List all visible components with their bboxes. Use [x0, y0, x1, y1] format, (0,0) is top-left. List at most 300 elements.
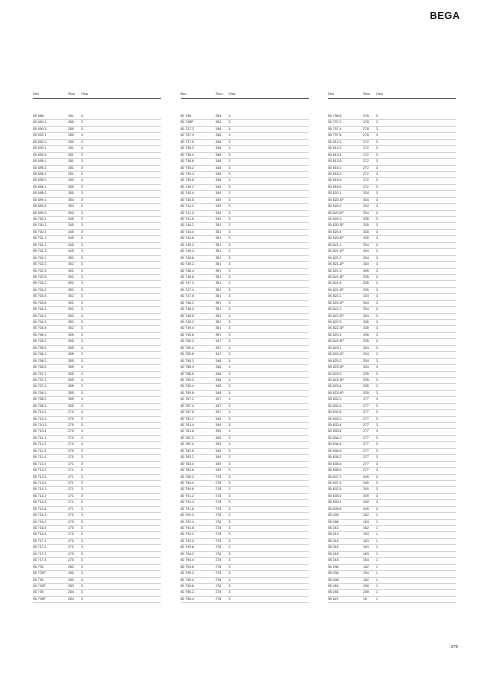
product-number: 50 821.4P: [328, 287, 344, 292]
page-ref: 163: [363, 538, 369, 543]
page-ref: 351: [215, 281, 222, 286]
page-ref: 351: [215, 268, 222, 273]
product-number: 50 767.6: [180, 410, 194, 415]
page-ref: 277: [363, 423, 369, 427]
product-number: 50 739.2: [180, 165, 194, 170]
section: 3: [81, 590, 83, 595]
section: 3: [81, 345, 83, 350]
product-number: 50 737.4: [180, 133, 194, 138]
section: 3: [228, 397, 231, 402]
product-number: 50 700.2: [33, 223, 47, 228]
product-number: 50 822.3P: [328, 326, 344, 331]
section: 3: [228, 262, 231, 267]
page-ref: 349: [363, 506, 369, 511]
product-number: 50 744.2: [180, 223, 194, 228]
page-ref: 355: [68, 384, 74, 389]
section: 3: [376, 171, 378, 176]
product-number: 50 823.1P: [328, 352, 344, 357]
product-number: 50 708.1: [33, 390, 47, 395]
section: 3: [228, 493, 231, 498]
section: 3: [228, 538, 231, 543]
page-ref: 349: [363, 480, 369, 485]
product-number: 50 741.4: [180, 210, 194, 215]
page-ref: 349: [215, 468, 222, 473]
section: 3: [81, 146, 83, 151]
product-number: 50 713.3: [33, 474, 47, 479]
page-ref: 277: [363, 397, 369, 402]
page-ref: 162: [363, 577, 369, 582]
page-ref: 351: [215, 223, 222, 228]
page-ref: 278: [363, 133, 369, 138]
product-number: 50 716.3: [33, 526, 47, 530]
product-number: 50 822.2P: [328, 313, 344, 318]
page-ref: 334: [363, 249, 369, 254]
product-number: 50 698.2: [33, 191, 47, 196]
section: 3: [376, 249, 378, 254]
section: 3: [376, 500, 378, 505]
section: 3: [228, 532, 231, 537]
section: 3: [376, 468, 378, 473]
product-number: 50 823.2: [328, 358, 342, 363]
page-ref: 348: [215, 139, 222, 144]
section: 3: [228, 152, 231, 157]
product-number: 50 782.2: [180, 435, 194, 440]
product-number: 50 791.4: [180, 500, 194, 505]
product-number: 50 707.2: [33, 377, 47, 382]
page-ref: 355: [68, 332, 74, 337]
section: 3: [81, 320, 83, 324]
product-number: 50 710.2: [33, 416, 47, 421]
section: 3: [228, 223, 231, 228]
page-ref: 351: [215, 320, 222, 324]
section: 1: [376, 577, 378, 582]
page-ref: 270: [68, 519, 74, 524]
product-number: 50 695.1: [33, 159, 47, 164]
section: 3: [228, 159, 231, 164]
section: 3: [81, 500, 83, 505]
product-number: 50 700.3: [33, 229, 47, 234]
page-ref: 351: [215, 313, 222, 318]
page-ref: 278: [215, 500, 222, 505]
product-number: 50 792.2: [180, 513, 194, 518]
product-number: 50 745.2: [180, 242, 194, 247]
section: 3: [81, 423, 83, 427]
section: 3: [376, 461, 378, 466]
product-number: 55 016: [328, 551, 339, 556]
page-ref: 348: [215, 152, 222, 157]
section: 3: [228, 571, 231, 576]
section: 3: [228, 114, 231, 118]
column-header: [181, 92, 309, 99]
section: 3: [81, 480, 83, 485]
section: 3: [228, 326, 231, 331]
page-ref: 280: [68, 120, 74, 125]
page-ref: 349: [215, 204, 222, 209]
page-ref: 352: [68, 326, 74, 331]
page-ref: 349: [215, 423, 222, 427]
product-number: 50 794.4: [180, 558, 194, 563]
section: 3: [228, 371, 231, 376]
index-column: [181, 92, 309, 603]
section: 3: [81, 217, 83, 221]
product-number: 50 700.1: [33, 217, 47, 221]
section: 3: [376, 146, 378, 151]
product-number: 50 708.2: [33, 397, 47, 402]
page-ref: 163: [363, 551, 369, 556]
page-ref: 355: [68, 358, 74, 363]
page-ref: 354: [68, 204, 74, 209]
product-number: 50 748.6: [180, 313, 194, 318]
section: 3: [376, 229, 378, 234]
page-ref: 335: [363, 223, 369, 228]
section: 3: [228, 268, 231, 273]
section: 3: [376, 397, 378, 402]
page-ref: 334: [363, 242, 369, 247]
page-ref: 278: [215, 506, 222, 511]
section: 1: [376, 519, 378, 524]
section: 3: [81, 365, 83, 370]
section: 3: [81, 210, 83, 215]
product-number: 50 746.6: [180, 274, 194, 279]
product-number: 50 820.3: [328, 217, 342, 221]
page-ref: 348: [215, 126, 222, 131]
section: 3: [228, 564, 231, 569]
product-number: 50 745.4: [180, 249, 194, 254]
product-number: 50 701.3: [33, 249, 47, 254]
column-header: [33, 92, 161, 99]
page-ref: 352: [68, 300, 74, 305]
page-ref: 272: [363, 171, 369, 176]
section: 3: [228, 352, 231, 357]
page-ref: 349: [215, 191, 222, 196]
section: 3: [376, 210, 378, 215]
section: 3: [228, 455, 231, 460]
product-number: 50 835.4: [328, 461, 342, 466]
section: 3: [81, 403, 83, 408]
product-number: 50 716.2: [33, 519, 47, 524]
product-number: 50 701.1: [33, 236, 47, 241]
header-osa: Osa: [81, 92, 88, 96]
product-number: 50 711.2: [33, 442, 47, 447]
section: 3: [81, 474, 83, 479]
page-ref: 278: [215, 487, 222, 492]
page-ref: 352: [68, 320, 74, 324]
product-number: 50 717.2: [33, 545, 47, 550]
section: 3: [376, 126, 378, 131]
section: 3: [81, 551, 83, 556]
section: 3: [376, 423, 378, 427]
section: 3: [376, 352, 378, 357]
page-ref: 278: [215, 583, 222, 588]
product-number: 50 821.4: [328, 281, 342, 286]
product-number: 50 699.2: [33, 204, 47, 209]
section: 3: [81, 281, 83, 286]
product-number: 55 046: [328, 577, 339, 582]
section: 3: [228, 403, 231, 408]
product-number: 50 823.3P: [328, 377, 344, 382]
section: 3: [81, 461, 83, 466]
page-ref: 281: [68, 159, 74, 164]
section: 3: [376, 197, 378, 202]
section: 3: [376, 410, 378, 415]
product-number: 50 839.2: [328, 493, 342, 498]
product-number: 50 833.2: [328, 416, 342, 421]
product-number: 50 747.2: [180, 281, 194, 286]
page-ref: 355: [68, 397, 74, 402]
product-number: 50 797.2: [328, 120, 342, 125]
section: 3: [376, 403, 378, 408]
section: 3: [228, 217, 231, 221]
section: 3: [228, 307, 231, 312]
product-number: 50 832.2: [328, 397, 342, 402]
section: 3: [228, 358, 231, 363]
section: 3: [81, 191, 83, 196]
product-number: 50 790.4: [180, 480, 194, 485]
page-ref: 352: [68, 281, 74, 286]
page-ref: 355: [68, 345, 74, 350]
product-number: 50 834.4: [328, 442, 342, 447]
section: 3: [81, 268, 83, 273]
page-ref: 270: [68, 423, 74, 427]
product-number: 55 010: [328, 526, 339, 530]
section: 3: [376, 307, 378, 312]
page-ref: 349: [68, 236, 74, 241]
page-ref: 277: [363, 468, 369, 473]
product-number: 50 714.2: [33, 493, 47, 498]
section: 3: [376, 262, 378, 267]
section: 3: [81, 410, 83, 415]
page-ref: 334: [363, 210, 369, 215]
page-ref: 277: [363, 448, 369, 453]
page-ref: 280: [68, 126, 74, 131]
page-ref: 345: [68, 217, 74, 221]
page-ref: 349: [215, 455, 222, 460]
page-number: 379: [450, 644, 458, 649]
product-number: 50 837.4: [328, 480, 342, 485]
product-number: 50 744.6: [180, 236, 194, 241]
page-ref: 283: [68, 583, 74, 588]
section: 3: [228, 596, 231, 601]
section: 3: [376, 223, 378, 228]
section: 3: [228, 165, 231, 170]
section: 3: [81, 262, 83, 267]
section: 3: [81, 236, 83, 241]
section: 3: [81, 126, 83, 131]
page-ref: 278: [215, 545, 222, 550]
page-ref: 280: [68, 184, 74, 189]
page-ref: 278: [215, 564, 222, 569]
page-ref: 272: [363, 165, 369, 170]
section: 3: [376, 152, 378, 157]
page-ref: 334: [363, 352, 369, 357]
page-ref: 348: [215, 178, 222, 183]
section: 3: [81, 184, 83, 189]
product-number: 50 820.1P: [328, 197, 344, 202]
product-number: 50 736: [180, 114, 192, 118]
product-number: 50 733P: [33, 571, 46, 576]
product-number: 55 821: [328, 596, 339, 601]
product-number: 50 822.3: [328, 320, 342, 324]
section: 3: [81, 564, 83, 569]
page-ref: 334: [363, 294, 369, 299]
product-number: 50 710.4: [33, 429, 47, 434]
section: 3: [81, 114, 83, 118]
page-ref: 283: [68, 571, 74, 576]
page-ref: 355: [68, 403, 74, 408]
page-ref: 270: [68, 538, 74, 543]
header-osa: Osa: [376, 92, 383, 96]
section: 1: [376, 596, 378, 601]
section: 3: [228, 468, 231, 473]
page-ref: 154: [363, 558, 369, 563]
product-number: 50 813.6: [328, 159, 342, 164]
section: 1: [376, 538, 378, 543]
page-ref: 349: [215, 416, 222, 421]
page-ref: 278: [215, 493, 222, 498]
section: 1: [376, 551, 378, 556]
page-ref: 278: [215, 532, 222, 537]
product-number: 50 834.2: [328, 435, 342, 440]
product-number: 50 717.4: [33, 558, 47, 563]
product-number: 50 714.3: [33, 500, 47, 505]
product-number: 50 714.4: [33, 506, 47, 511]
product-number: 50 781.2: [180, 416, 194, 421]
section: 3: [228, 332, 231, 337]
product-number: 50 758.4: [180, 365, 194, 370]
page-ref: 280: [68, 139, 74, 144]
page-ref: 347: [215, 410, 222, 415]
page-ref: 278: [215, 571, 222, 576]
page-ref: 348: [215, 390, 222, 395]
product-number: 50 793.2: [180, 532, 194, 537]
section: 3: [228, 229, 231, 234]
section: 1: [376, 526, 378, 530]
section: 3: [228, 487, 231, 492]
page-ref: 335: [363, 339, 369, 344]
product-number: 50 702.2: [33, 262, 47, 267]
product-number: 50 823.1: [328, 345, 342, 350]
product-number: 50 733: [33, 564, 44, 569]
section: 3: [228, 558, 231, 563]
product-number: 50 707.3: [33, 384, 47, 389]
page-ref: 335: [363, 274, 369, 279]
section: 3: [81, 242, 83, 247]
product-number: 50 749.2: [180, 320, 194, 324]
section: 3: [81, 468, 83, 473]
product-number: 50 822.1P: [328, 300, 344, 305]
product-number: 50 783.6: [180, 468, 194, 473]
page-ref: 351: [215, 255, 222, 260]
section: 3: [376, 384, 378, 389]
section: 3: [376, 506, 378, 511]
section: 3: [81, 558, 83, 563]
product-number: 50 703.3: [33, 294, 47, 299]
page-ref: 351: [215, 236, 222, 241]
page-ref: 277: [363, 461, 369, 466]
page-ref: 278: [363, 126, 369, 131]
product-number: 50 710.1: [33, 410, 47, 415]
section: 3: [228, 513, 231, 518]
page-ref: 352: [68, 255, 74, 260]
page-ref: 351: [215, 242, 222, 247]
product-number: 50 738.2: [180, 146, 194, 151]
page-ref: 351: [215, 294, 222, 299]
page-ref: 335: [363, 320, 369, 324]
index-column: [33, 92, 161, 603]
product-number: 50 790.2: [180, 474, 194, 479]
page-ref: 351: [215, 300, 222, 305]
product-number: 50 735: [33, 590, 44, 595]
product-number: 50 750.6: [180, 352, 194, 357]
product-number: 50 706.3: [33, 365, 47, 370]
page-ref: 283: [68, 564, 74, 569]
product-number: 50 795.6: [180, 583, 194, 588]
column-header: [328, 92, 456, 99]
section: 3: [81, 358, 83, 363]
product-number: 50 696.1: [33, 171, 47, 176]
product-number: 50 820.1: [328, 191, 342, 196]
section: 3: [81, 204, 83, 209]
index-column: [328, 92, 456, 603]
product-number: 50 702.3: [33, 268, 47, 273]
product-number: 50 740.4: [180, 191, 194, 196]
page-ref: 272: [363, 178, 369, 183]
page-ref: 278: [215, 596, 222, 601]
product-number: 50 703.2: [33, 287, 47, 292]
page-ref: 348: [215, 133, 222, 138]
page-ref: 272: [363, 152, 369, 157]
section: 3: [81, 313, 83, 318]
section: 3: [81, 300, 83, 305]
page-ref: 281: [68, 114, 74, 118]
page-ref: 272: [363, 146, 369, 151]
page-ref: 283: [68, 178, 74, 183]
section: 1: [376, 571, 378, 576]
product-number: 50 815.2: [328, 171, 342, 176]
section: 1: [376, 532, 378, 537]
page-ref: 347: [215, 345, 222, 350]
product-number: 50 693.1: [33, 146, 47, 151]
product-number: 55 008: [328, 519, 339, 524]
product-number: 50 747.4: [180, 287, 194, 292]
product-number: 50 791.6: [180, 506, 194, 511]
section: 3: [81, 526, 83, 530]
page-ref: 349: [215, 217, 222, 221]
page-ref: 277: [363, 403, 369, 408]
section: 3: [228, 390, 231, 395]
page-ref: 349: [215, 442, 222, 447]
page-ref: 162: [363, 564, 369, 569]
product-number: 50 839.6: [328, 506, 342, 511]
page-ref: 277: [363, 410, 369, 415]
section: 3: [81, 397, 83, 402]
page-ref: 271: [68, 474, 74, 479]
section: 3: [228, 255, 231, 260]
product-number: 50 832.6: [328, 410, 342, 415]
page-ref: 335: [363, 377, 369, 382]
product-number: 50 740.2: [180, 184, 194, 189]
page-ref: 281: [68, 146, 74, 151]
page-ref: 270: [68, 455, 74, 460]
page-ref: 334: [363, 345, 369, 350]
page-ref: 349: [215, 184, 222, 189]
product-number: 50 737.2: [180, 126, 194, 131]
section: 3: [376, 480, 378, 485]
index-table: [33, 92, 456, 603]
page-ref: 348: [215, 159, 222, 164]
section: 3: [81, 416, 83, 421]
product-number: 50 821.1P: [328, 249, 344, 254]
